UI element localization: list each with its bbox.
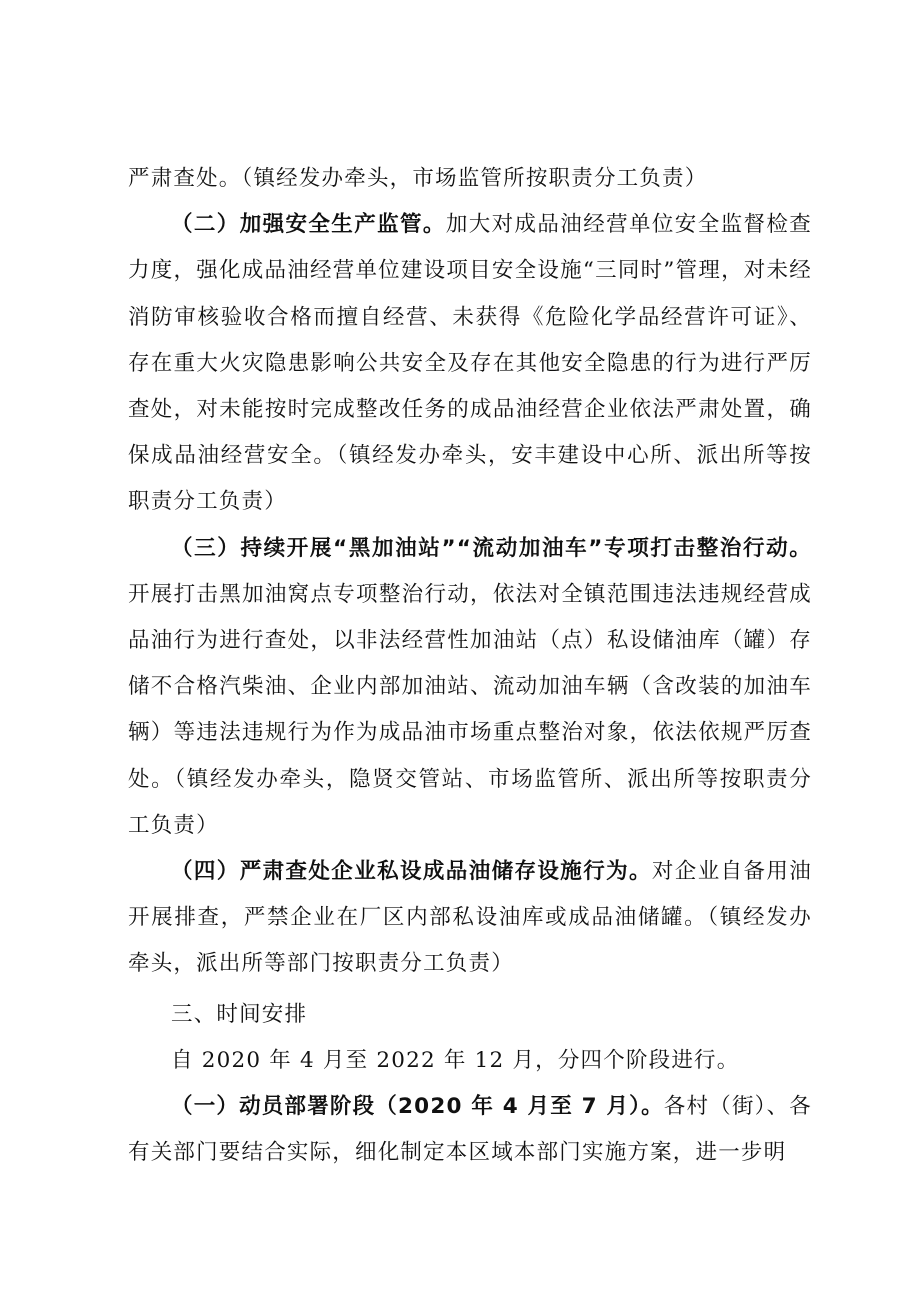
paragraph-text: 严肃查处。（镇经发办牵头，市场监管所按职责分工负责） <box>128 166 708 191</box>
paragraph-text: 自 2020 年 4 月至 2022 年 12 月，分四个阶段进行。 <box>171 1047 740 1073</box>
paragraph-safety-supervision <box>128 202 812 525</box>
paragraph-lead-heading: （二）加强安全生产监管。 <box>171 212 446 238</box>
paragraph-private-storage <box>128 849 812 988</box>
paragraph-lead-heading: （四）严肃查处企业私设成品油储存设施行为。 <box>171 859 652 885</box>
section-heading: 三、时间安排 <box>171 1001 308 1027</box>
paragraph-time-plan <box>128 1038 812 1084</box>
paragraph-continuation <box>128 156 812 202</box>
paragraph-illegal-station-crackdown <box>128 526 812 849</box>
paragraph-lead-heading: （三）持续开展“黑加油站”“流动加油车”专项打击整治行动。 <box>171 535 812 561</box>
document-body <box>128 156 812 1176</box>
paragraph-text: 各村（街）、各有关部门要结合实际，细化制定本区域本部门实施方案，进一步明 <box>128 1094 812 1166</box>
paragraph-text: 对企业自备用油开展排查，严禁企业在厂区内部私设油库或成品油储罐。（镇经发办牵头，派出所等部门按职责分工负责） <box>128 859 813 977</box>
paragraph-mobilization-stage <box>128 1084 812 1176</box>
paragraph-text: 加大对成品油经营单位安全监督检查力度，强化成品油经营单位建设项目安全设施“三同时”管理，对未经消防审核验收合格而擅自经营、未获得《危险化学品经营许可证》、存在重大火灾隐患影响公共安全及存在其他安全隐患的行为进行严厉查处，对未能按时完成整改任务的成品油经营企业依法严肃处置，确保成品油经营安全。（镇经发办牵头，安丰建设中心所、派出所等按职责分工负责） <box>128 212 813 515</box>
paragraph-lead-heading: （一）动员部署阶段（2020 年 4 月至 7 月）。 <box>171 1094 664 1120</box>
paragraph-text: 开展打击黑加油窝点专项整治行动，依法对全镇范围违法违规经营成品油行为进行查处，以非法经营性加油站（点）私设储油库（罐）存储不合格汽柴油、企业内部加油站、流动加油车辆（含改装的加油车辆）等违法违规行为作为成品油市场重点整治对象，依法依规严厉查处。（镇经发办牵头，隐贤交管站、市场监管所、派出所等按职责分工负责） <box>128 581 812 838</box>
